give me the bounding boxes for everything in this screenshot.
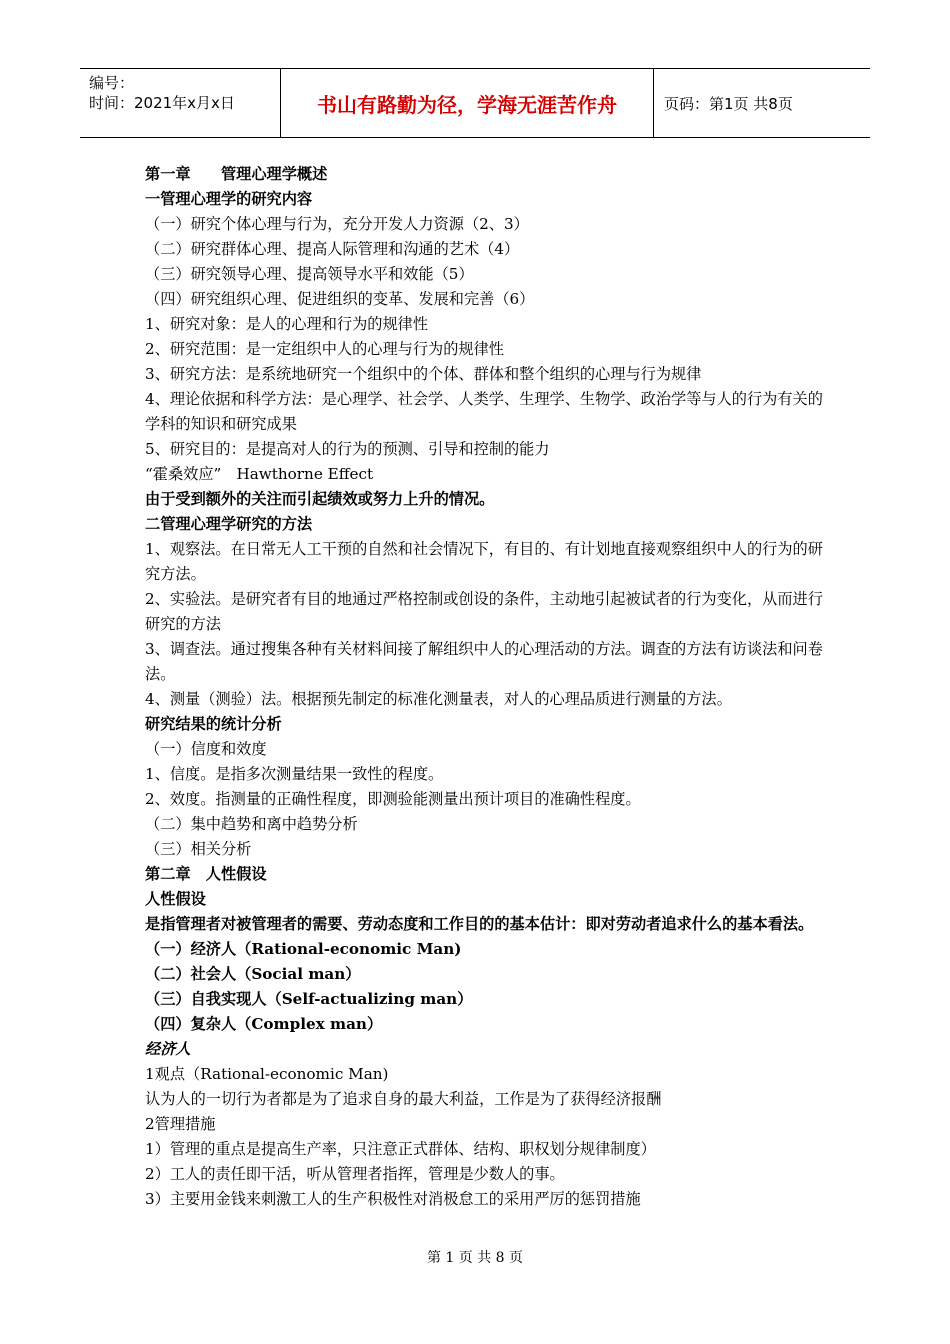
text-line: 2、效度。指测量的正确性程度，即测验能测量出预计项目的准确性程度。	[145, 790, 641, 808]
header-table	[80, 68, 870, 138]
text-line: （三）相关分析	[145, 840, 252, 858]
text-line: （二）研究群体心理、提高人际管理和沟通的艺术（4）	[145, 240, 520, 258]
text-line: （四）研究组织心理、促进组织的变革、发展和完善（6）	[145, 290, 535, 308]
text-line: 经济人	[145, 1040, 191, 1058]
page-info-text: 页码：第1页 共8页	[664, 94, 793, 113]
text-line: （一）信度和效度	[145, 740, 267, 758]
text-line: 1、观察法。在日常无人工干预的自然和社会情况下，有目的、有计划地直接观察组织中人的行为的研究方法。	[145, 540, 823, 583]
text-line: 人性假设	[145, 890, 206, 908]
text-line: （三）自我实现人（Self-actualizing man）	[145, 990, 473, 1008]
text-line: 是指管理者对被管理者的需要、劳动态度和工作目的的基本估计：即对劳动者追求什么的基本看法。	[145, 915, 814, 933]
text-line: 4、测量（测验）法。根据预先制定的标准化测量表，对人的心理品质进行测量的方法。	[145, 690, 732, 708]
text-line: 5、研究目的：是提高对人的行为的预测、引导和控制的能力	[145, 440, 550, 458]
motto-cell	[281, 69, 654, 137]
text-line: 2）工人的责任即干活，听从管理者指挥，管理是少数人的事。	[145, 1165, 565, 1183]
text-line: （一）研究个体心理与行为，充分开发人力资源（2、3）	[145, 215, 529, 233]
text-line: 认为人的一切行为者都是为了追求自身的最大利益，工作是为了获得经济报酬	[145, 1090, 662, 1108]
text-line: 第一章 管理心理学概述	[145, 165, 328, 183]
text-line: （四）复杂人（Complex man）	[145, 1015, 383, 1033]
page-info-cell	[654, 69, 870, 137]
text-line: 1、信度。是指多次测量结果一致性的程度。	[145, 765, 444, 783]
text-line: （三）研究领导心理、提高领导水平和效能（5）	[145, 265, 474, 283]
serial-label: 编号：	[89, 74, 135, 92]
text-line: 研究结果的统计分析	[145, 715, 282, 733]
text-line: 2、实验法。是研究者有目的地通过严格控制或创设的条件，主动地引起被试者的行为变化，从而进行研究的方法	[145, 590, 823, 633]
text-line: （二）集中趋势和离中趋势分析	[145, 815, 358, 833]
text-line: 第二章 人性假设	[145, 865, 267, 883]
date-label: 时间：2021年x月x日	[89, 94, 235, 112]
text-line: （二）社会人（Social man）	[145, 965, 361, 983]
text-line: 1）管理的重点是提高生产率，只注意正式群体、结构、职权划分规律制度）	[145, 1140, 656, 1158]
text-line: 一管理心理学的研究内容	[145, 190, 313, 208]
text-line: 1观点（Rational-economic Man)	[145, 1065, 389, 1083]
page-footer: 第 1 页 共 8 页	[426, 1250, 524, 1266]
text-line: “霍桑效应” Hawthorne Effect	[145, 465, 374, 483]
text-line: 3、研究方法：是系统地研究一个组织中的个体、群体和整个组织的心理与行为规律	[145, 365, 702, 383]
text-line: 2、研究范围：是一定组织中人的心理与行为的规律性	[145, 340, 504, 358]
text-line: 2管理措施	[145, 1115, 216, 1133]
text-line: （一）经济人（Rational-economic Man)	[145, 940, 462, 958]
text-line: 由于受到额外的关注而引起绩效或努力上升的情况。	[145, 490, 495, 508]
header-meta-cell	[80, 69, 281, 137]
text-line: 二管理心理学研究的方法	[145, 515, 313, 533]
text-line: 4、理论依据和科学方法：是心理学、社会学、人类学、生理学、生物学、政治学等与人的行为有关的学科的知识和研究成果	[145, 390, 823, 433]
text-line: 3）主要用金钱来刺激工人的生产积极性对消极怠工的采用严厉的惩罚措施	[145, 1190, 641, 1208]
motto-text: 书山有路勤为径，学海无涯苦作舟	[317, 92, 617, 117]
document-body	[145, 162, 825, 1212]
text-line: 3、调查法。通过搜集各种有关材料间接了解组织中人的心理活动的方法。调查的方法有访谈法和问卷法。	[145, 640, 823, 683]
text-line: 1、研究对象：是人的心理和行为的规律性	[145, 315, 429, 333]
